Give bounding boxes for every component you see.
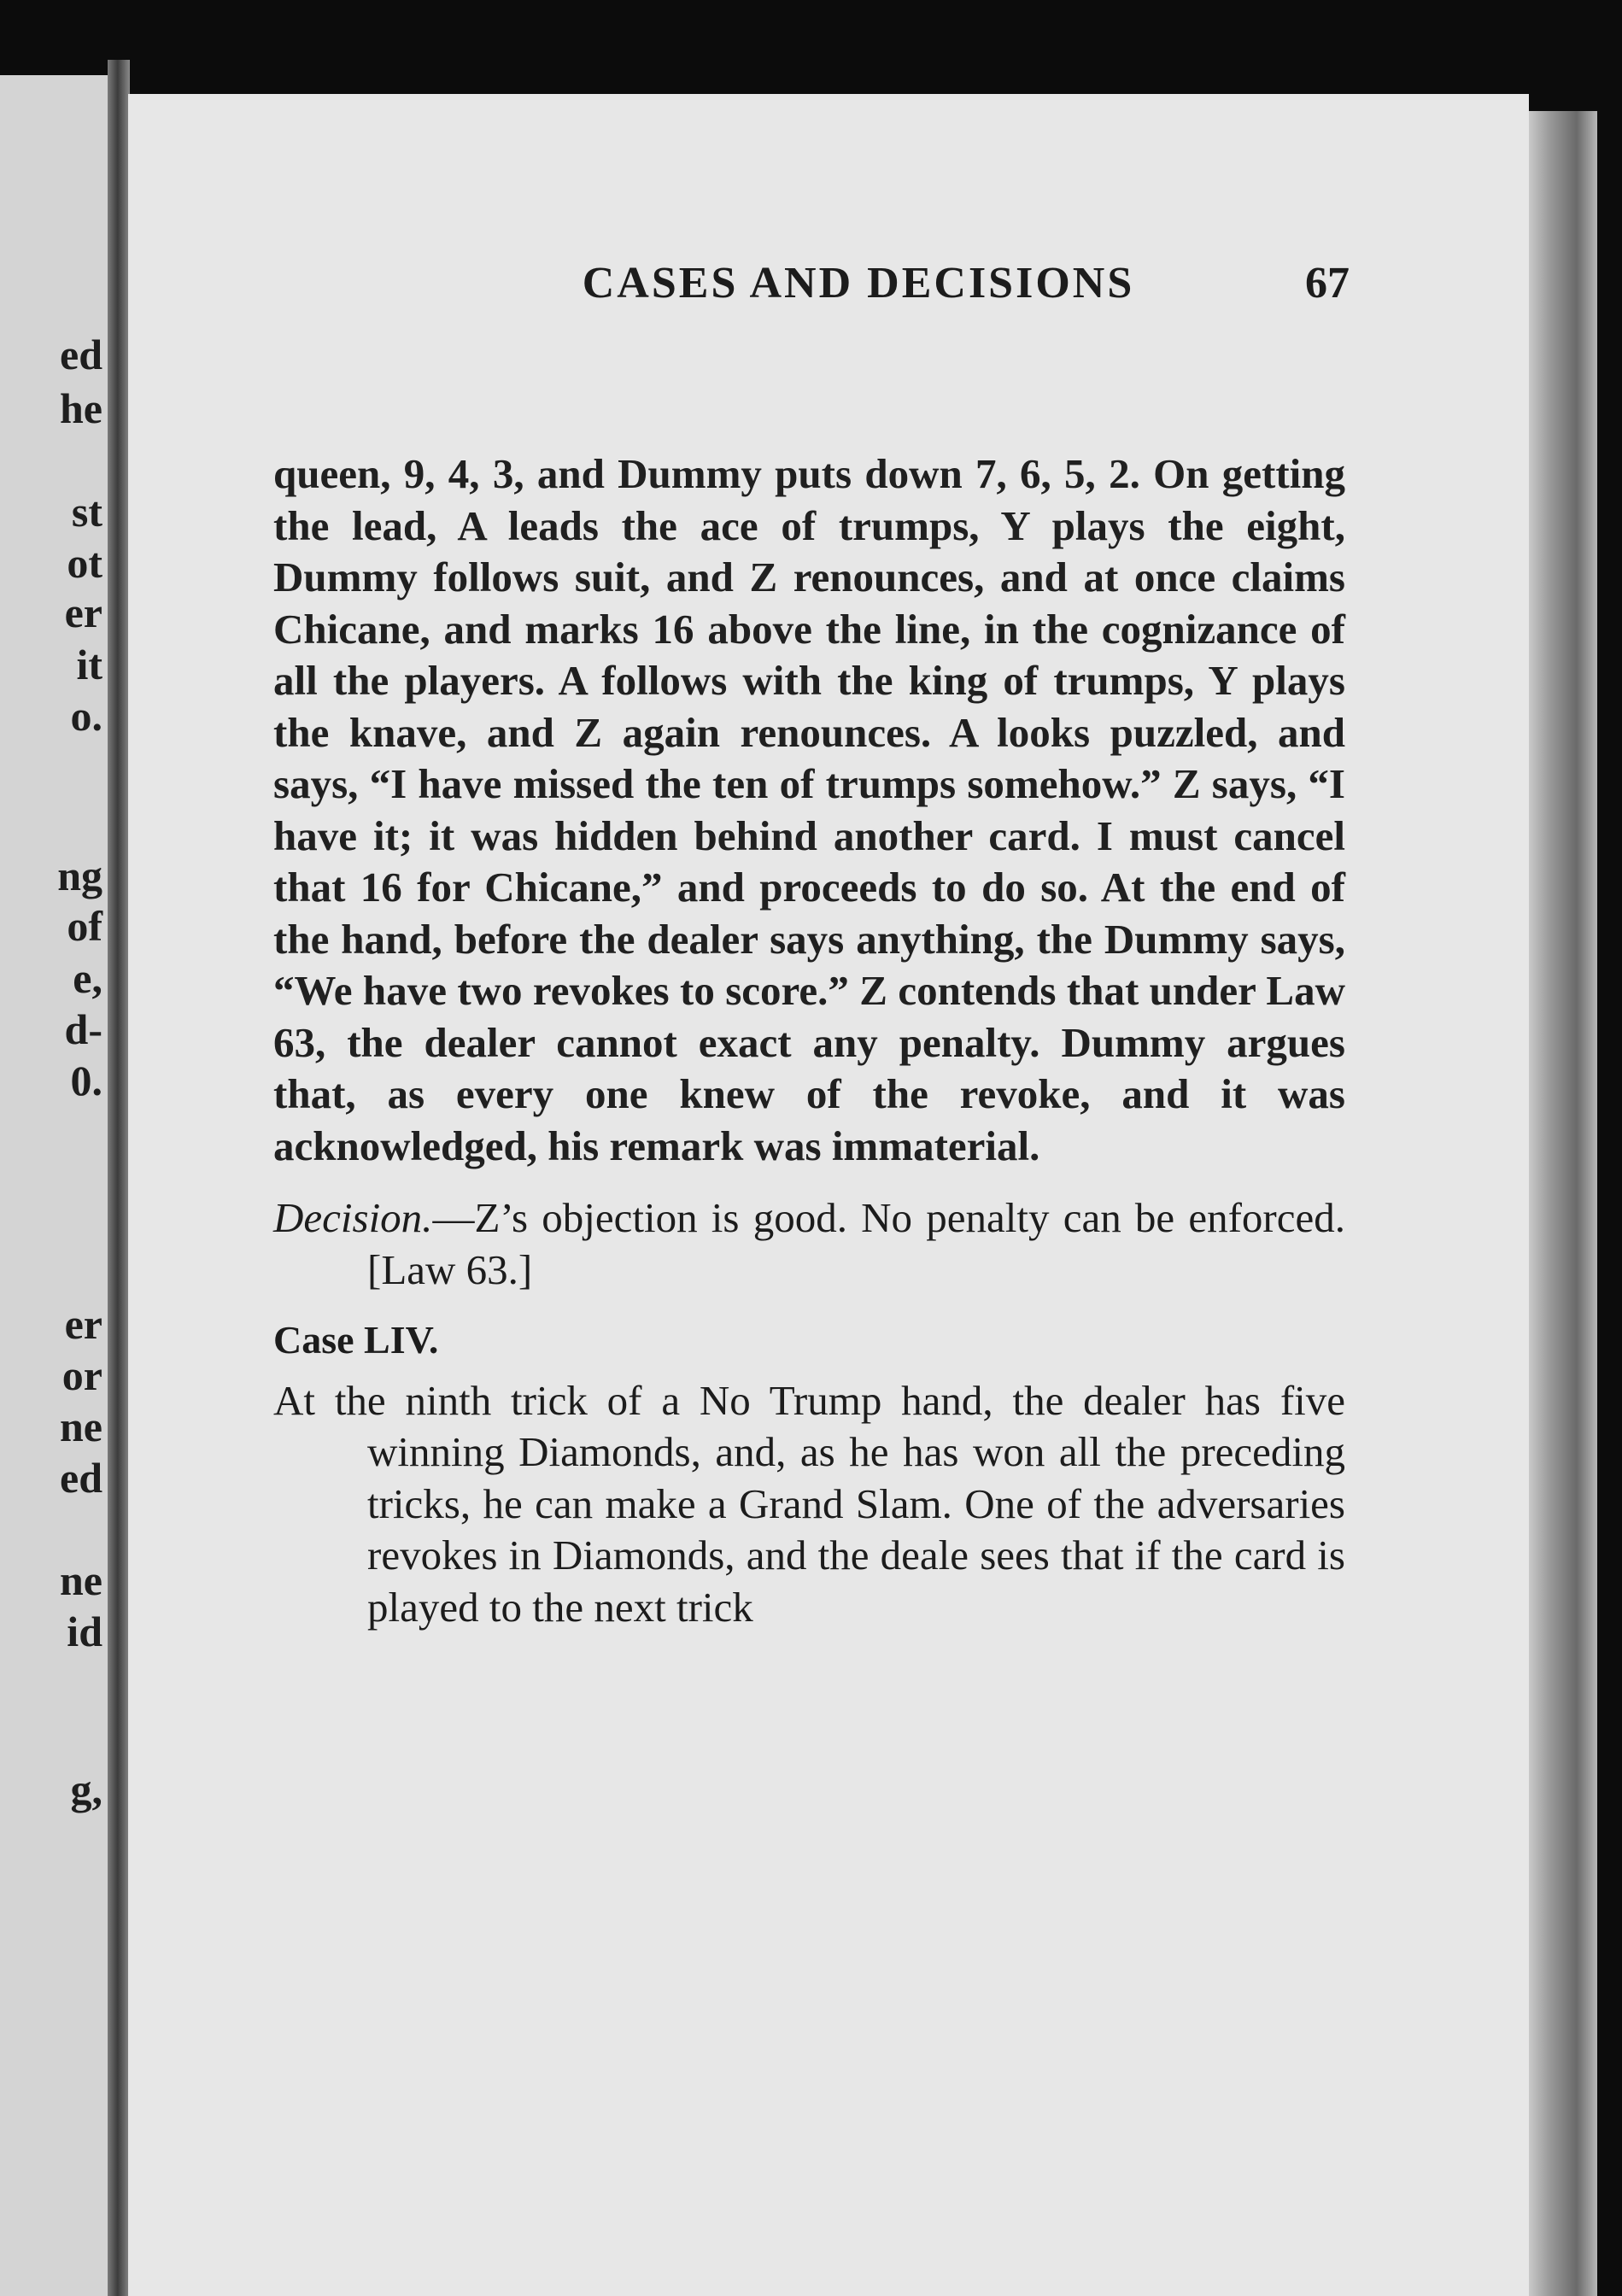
left-fragment: ed [60, 331, 102, 378]
left-fragment: 0. [70, 1057, 102, 1104]
running-title: CASES AND DECISIONS [582, 259, 1135, 308]
left-fragment: of [67, 902, 102, 950]
body-text [273, 448, 1345, 1633]
decision-paragraph [273, 1192, 1345, 1296]
case-heading: Case LIV. [273, 1318, 439, 1362]
decision-label: Decision. [273, 1194, 433, 1241]
left-fragment: ne [60, 1403, 102, 1450]
running-head [427, 258, 1350, 318]
left-fragment: ng [57, 852, 102, 899]
left-fragment: st [71, 488, 102, 536]
left-fragment: id [67, 1608, 102, 1655]
left-fragment: ot [67, 539, 102, 587]
left-fragment: e, [73, 954, 102, 1002]
left-fragment: he [60, 384, 102, 432]
left-fragment: d- [64, 1005, 102, 1053]
page-edge [1529, 111, 1597, 2296]
case-text: At the ninth trick of a No Trump hand, the dealer has five winning Diamonds, and, as he has won all the preceding tricks, he can make a Grand Slam. One of the adversaries revokes in Diamonds, and the deale sees that if the card is played to the next trick [273, 1376, 1345, 1631]
left-fragment: g, [70, 1766, 102, 1813]
decision-text: —Z’s objection is good. No penalty can be enforced. [Law 63.] [367, 1194, 1345, 1293]
left-fragment: er [64, 589, 102, 636]
left-fragment: o. [70, 692, 102, 740]
page-number: 67 [1305, 259, 1350, 308]
book-page [128, 94, 1529, 2296]
left-fragment: ne [60, 1556, 102, 1604]
left-fragment: or [61, 1351, 102, 1399]
left-fragment: it [76, 641, 102, 688]
left-page-fragment [0, 75, 113, 2296]
book-gutter [108, 60, 130, 2296]
left-fragment: ed [60, 1454, 102, 1502]
case-narrative: queen, 9, 4, 3, and Dummy puts down 7, 6, 5, 2. On getting the lead, A leads the ace of trumps, Y plays the eight, Dummy follows suit, and Z renounces, and at once claims Chicane, and marks 16 above the line, in the cognizance of all the players. A follows with the king of trumps, Y plays the knave, and Z again renounces. A looks puzzled, and says, “I have missed the ten of trumps somehow.” Z says, “I have it; it was hidden behind another card. I must cancel that 16 for Chicane,” and proceeds to do so. At the end of the hand, before the dealer says anything, the Dummy says, “We have two revokes to score.” Z contends that under Law 63, the dealer cannot exact any penalty. Dummy argues that, as every one knew of the revoke, and it was acknowledged, his remark was immaterial. [273, 450, 1345, 1169]
page-content [128, 94, 1529, 2296]
left-fragment: er [64, 1300, 102, 1348]
